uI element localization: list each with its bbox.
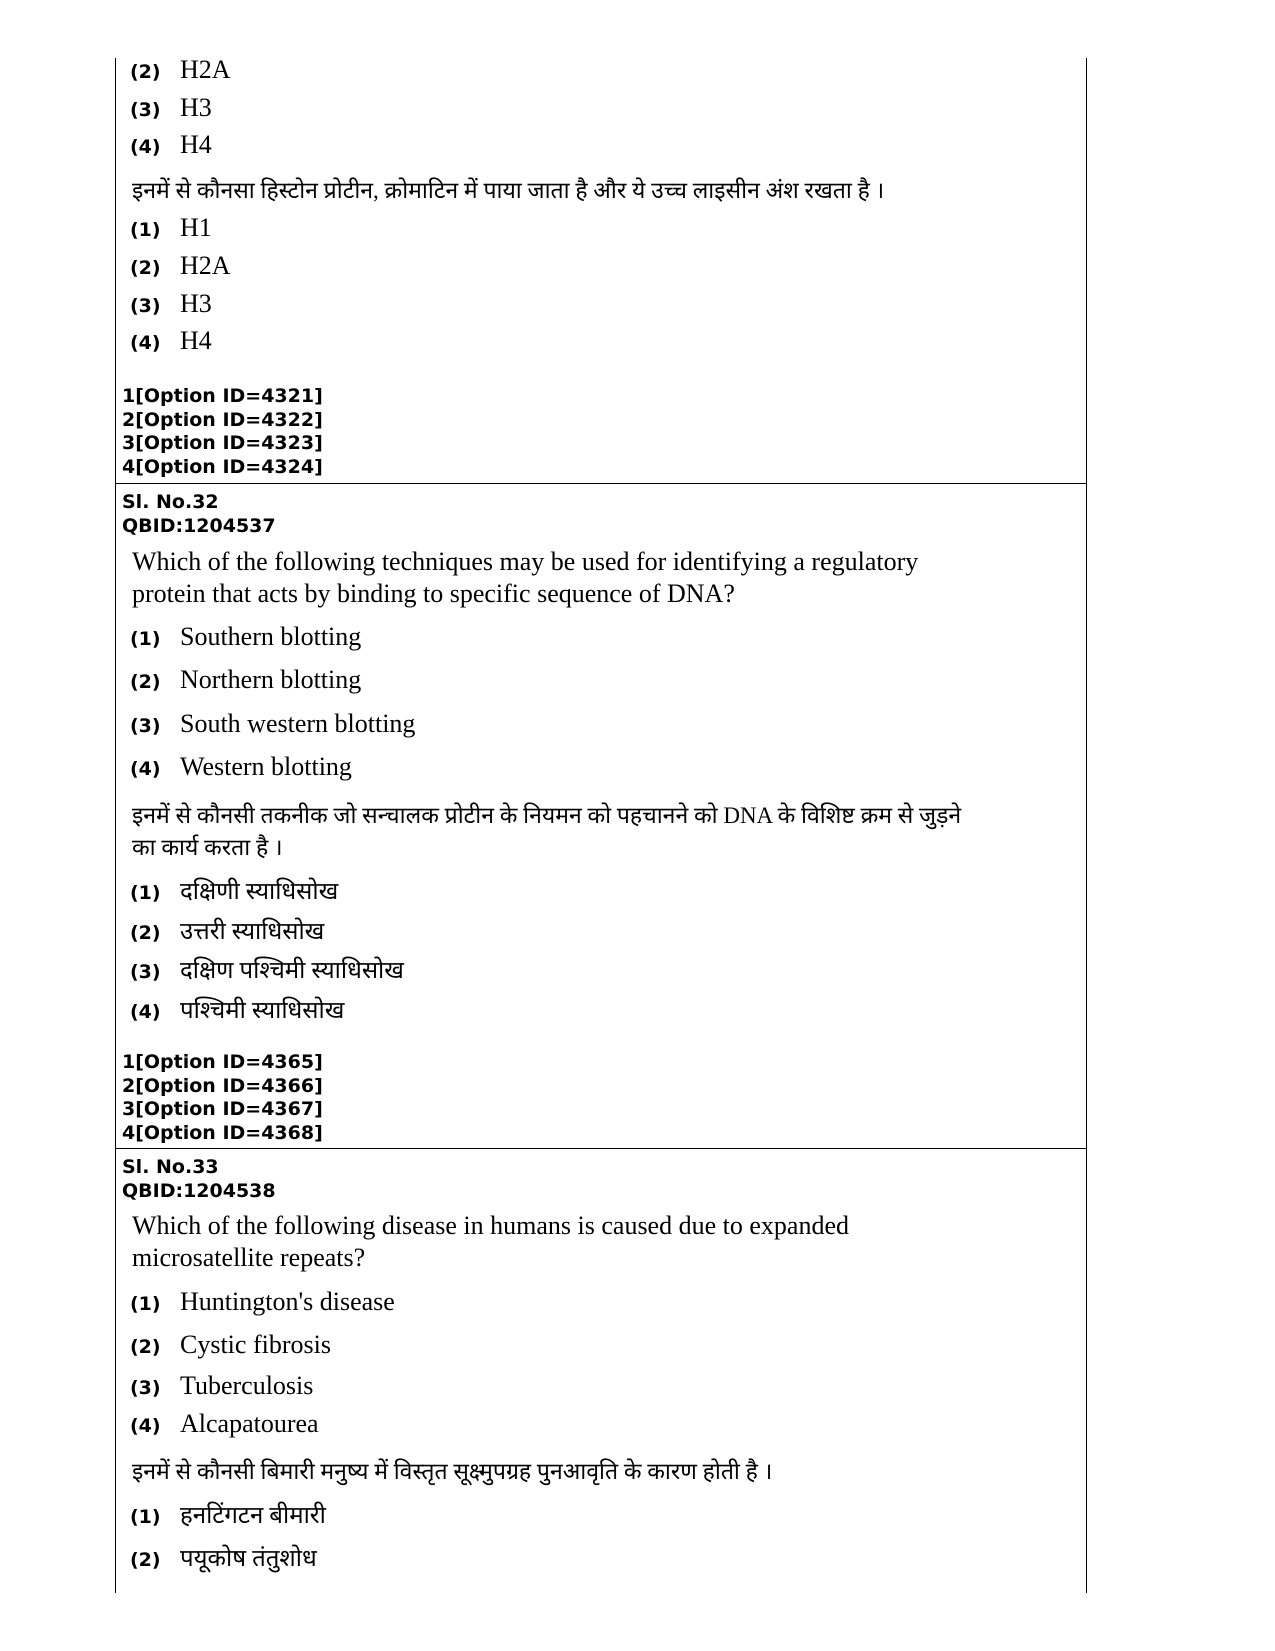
option-id: 4[Option ID=4324] xyxy=(122,455,323,478)
option-text: Alcapatourea xyxy=(180,1409,319,1438)
option-text: हनटिंगटन बीमारी xyxy=(180,1503,326,1529)
option-number: (1) xyxy=(130,1506,161,1528)
option-number: (1) xyxy=(130,1293,161,1315)
q31-option-ids xyxy=(122,385,323,479)
option-text: H3 xyxy=(180,289,212,318)
option-number: (1) xyxy=(130,882,161,904)
option-id: 2[Option ID=4322] xyxy=(122,408,323,431)
option-number: (2) xyxy=(130,1549,161,1571)
q31-hindi-stem: इनमें से कौनसा हिस्टोन प्रोटीन, क्रोमाटिन में पाया जाता है और ये उच्च लाइसीन अंश रखता है । xyxy=(132,178,885,203)
option-text: Tuberculosis xyxy=(180,1371,314,1400)
option-text: Northern blotting xyxy=(180,665,362,694)
serial-number: Sl. No.33 xyxy=(122,1156,219,1178)
q32-english-option-2 xyxy=(130,665,361,695)
option-text: दक्षिणी स्याधिसोख xyxy=(180,879,339,905)
option-number: (4) xyxy=(130,758,161,780)
option-number: (2) xyxy=(130,257,161,279)
option-text: H4 xyxy=(180,326,212,355)
row-divider xyxy=(115,1148,1087,1149)
q32-english-option-3 xyxy=(130,709,415,739)
qbid: QBID:1204537 xyxy=(122,515,276,537)
q31-hindi-option-3 xyxy=(130,289,212,319)
option-number: (3) xyxy=(130,715,161,737)
stem-line: microsatellite repeats? xyxy=(132,1243,366,1272)
q33-english-option-2 xyxy=(130,1330,331,1360)
stem-line: Which of the following techniques may be used for identifying a regulatory xyxy=(132,547,919,576)
option-text: H2A xyxy=(180,55,231,84)
option-text: H4 xyxy=(180,130,212,159)
q32-header xyxy=(122,490,276,538)
q31-english-option-2 xyxy=(130,55,231,85)
row-divider xyxy=(115,483,1087,484)
option-number: (3) xyxy=(130,961,161,983)
option-number: (3) xyxy=(130,99,161,121)
option-number: (1) xyxy=(130,628,161,650)
option-number: (1) xyxy=(130,219,161,241)
q32-english-option-4 xyxy=(130,752,352,782)
stem-line: का कार्य करता है । xyxy=(132,835,283,860)
option-text: South western blotting xyxy=(180,709,416,738)
q32-hindi-option-4 xyxy=(130,993,344,1026)
option-id: 1[Option ID=4321] xyxy=(122,385,323,407)
q32-hindi-option-1 xyxy=(130,874,338,907)
q31-hindi-option-1 xyxy=(130,213,212,243)
q33-english-stem xyxy=(132,1210,1052,1274)
q33-english-option-1 xyxy=(130,1287,395,1317)
q33-hindi-stem: इनमें से कौनसी बिमारी मनुष्य में विस्तृत सूक्ष्मुपग्रह पुनआवृति के कारण होती है । xyxy=(132,1459,773,1484)
option-number: (2) xyxy=(130,1336,161,1358)
option-number: (2) xyxy=(130,671,161,693)
option-id: 3[Option ID=4323] xyxy=(122,432,323,454)
option-number: (4) xyxy=(130,1415,161,1437)
option-text: H1 xyxy=(180,213,212,242)
stem-line: इनमें से कौनसी तकनीक जो सन्चालक प्रोटीन के नियमन को पहचानने को DNA के विशिष्ट क्रम से जुड़ने xyxy=(132,803,962,828)
q31-hindi-option-2 xyxy=(130,251,231,281)
q32-hindi-option-2 xyxy=(130,914,324,947)
option-text: Western blotting xyxy=(180,752,352,781)
option-id: 4[Option ID=4368] xyxy=(122,1121,323,1144)
option-text: H2A xyxy=(180,251,231,280)
q31-english-option-3 xyxy=(130,93,212,123)
q32-hindi-stem xyxy=(132,800,1052,864)
qbid: QBID:1204538 xyxy=(122,1180,276,1202)
option-number: (4) xyxy=(130,1001,161,1023)
q32-english-option-1 xyxy=(130,622,361,652)
option-number: (4) xyxy=(130,332,161,354)
q33-english-option-3 xyxy=(130,1371,313,1401)
option-text: H3 xyxy=(180,93,212,122)
option-text: पयूकोष तंतुशोध xyxy=(180,1546,317,1572)
option-number: (4) xyxy=(130,136,161,158)
q32-hindi-option-3 xyxy=(130,953,404,986)
stem-line: Which of the following disease in humans is caused due to expanded xyxy=(132,1211,849,1240)
option-number: (2) xyxy=(130,61,161,83)
stem-line: protein that acts by binding to specific sequence of DNA? xyxy=(132,579,735,608)
option-id: 3[Option ID=4367] xyxy=(122,1098,323,1120)
option-id: 2[Option ID=4366] xyxy=(122,1074,323,1097)
q33-hindi-option-1 xyxy=(130,1498,326,1531)
option-number: (3) xyxy=(130,1377,161,1399)
option-number: (3) xyxy=(130,295,161,317)
q31-hindi-option-4 xyxy=(130,326,212,356)
q33-hindi-option-2 xyxy=(130,1541,317,1574)
option-text: दक्षिण पश्चिमी स्याधिसोख xyxy=(180,958,404,984)
option-text: Huntington's disease xyxy=(180,1287,395,1316)
option-text: उत्तरी स्याधिसोख xyxy=(180,919,325,945)
option-text: Cystic fibrosis xyxy=(180,1330,331,1359)
option-text: Southern blotting xyxy=(180,622,362,651)
q32-english-stem xyxy=(132,546,1052,610)
q31-english-option-4 xyxy=(130,130,212,160)
option-text: पश्चिमी स्याधिसोख xyxy=(180,998,345,1024)
q33-english-option-4 xyxy=(130,1409,319,1439)
q32-option-ids xyxy=(122,1051,323,1145)
serial-number: Sl. No.32 xyxy=(122,491,219,513)
option-id: 1[Option ID=4365] xyxy=(122,1051,323,1073)
option-number: (2) xyxy=(130,922,161,944)
q33-header xyxy=(122,1155,276,1203)
